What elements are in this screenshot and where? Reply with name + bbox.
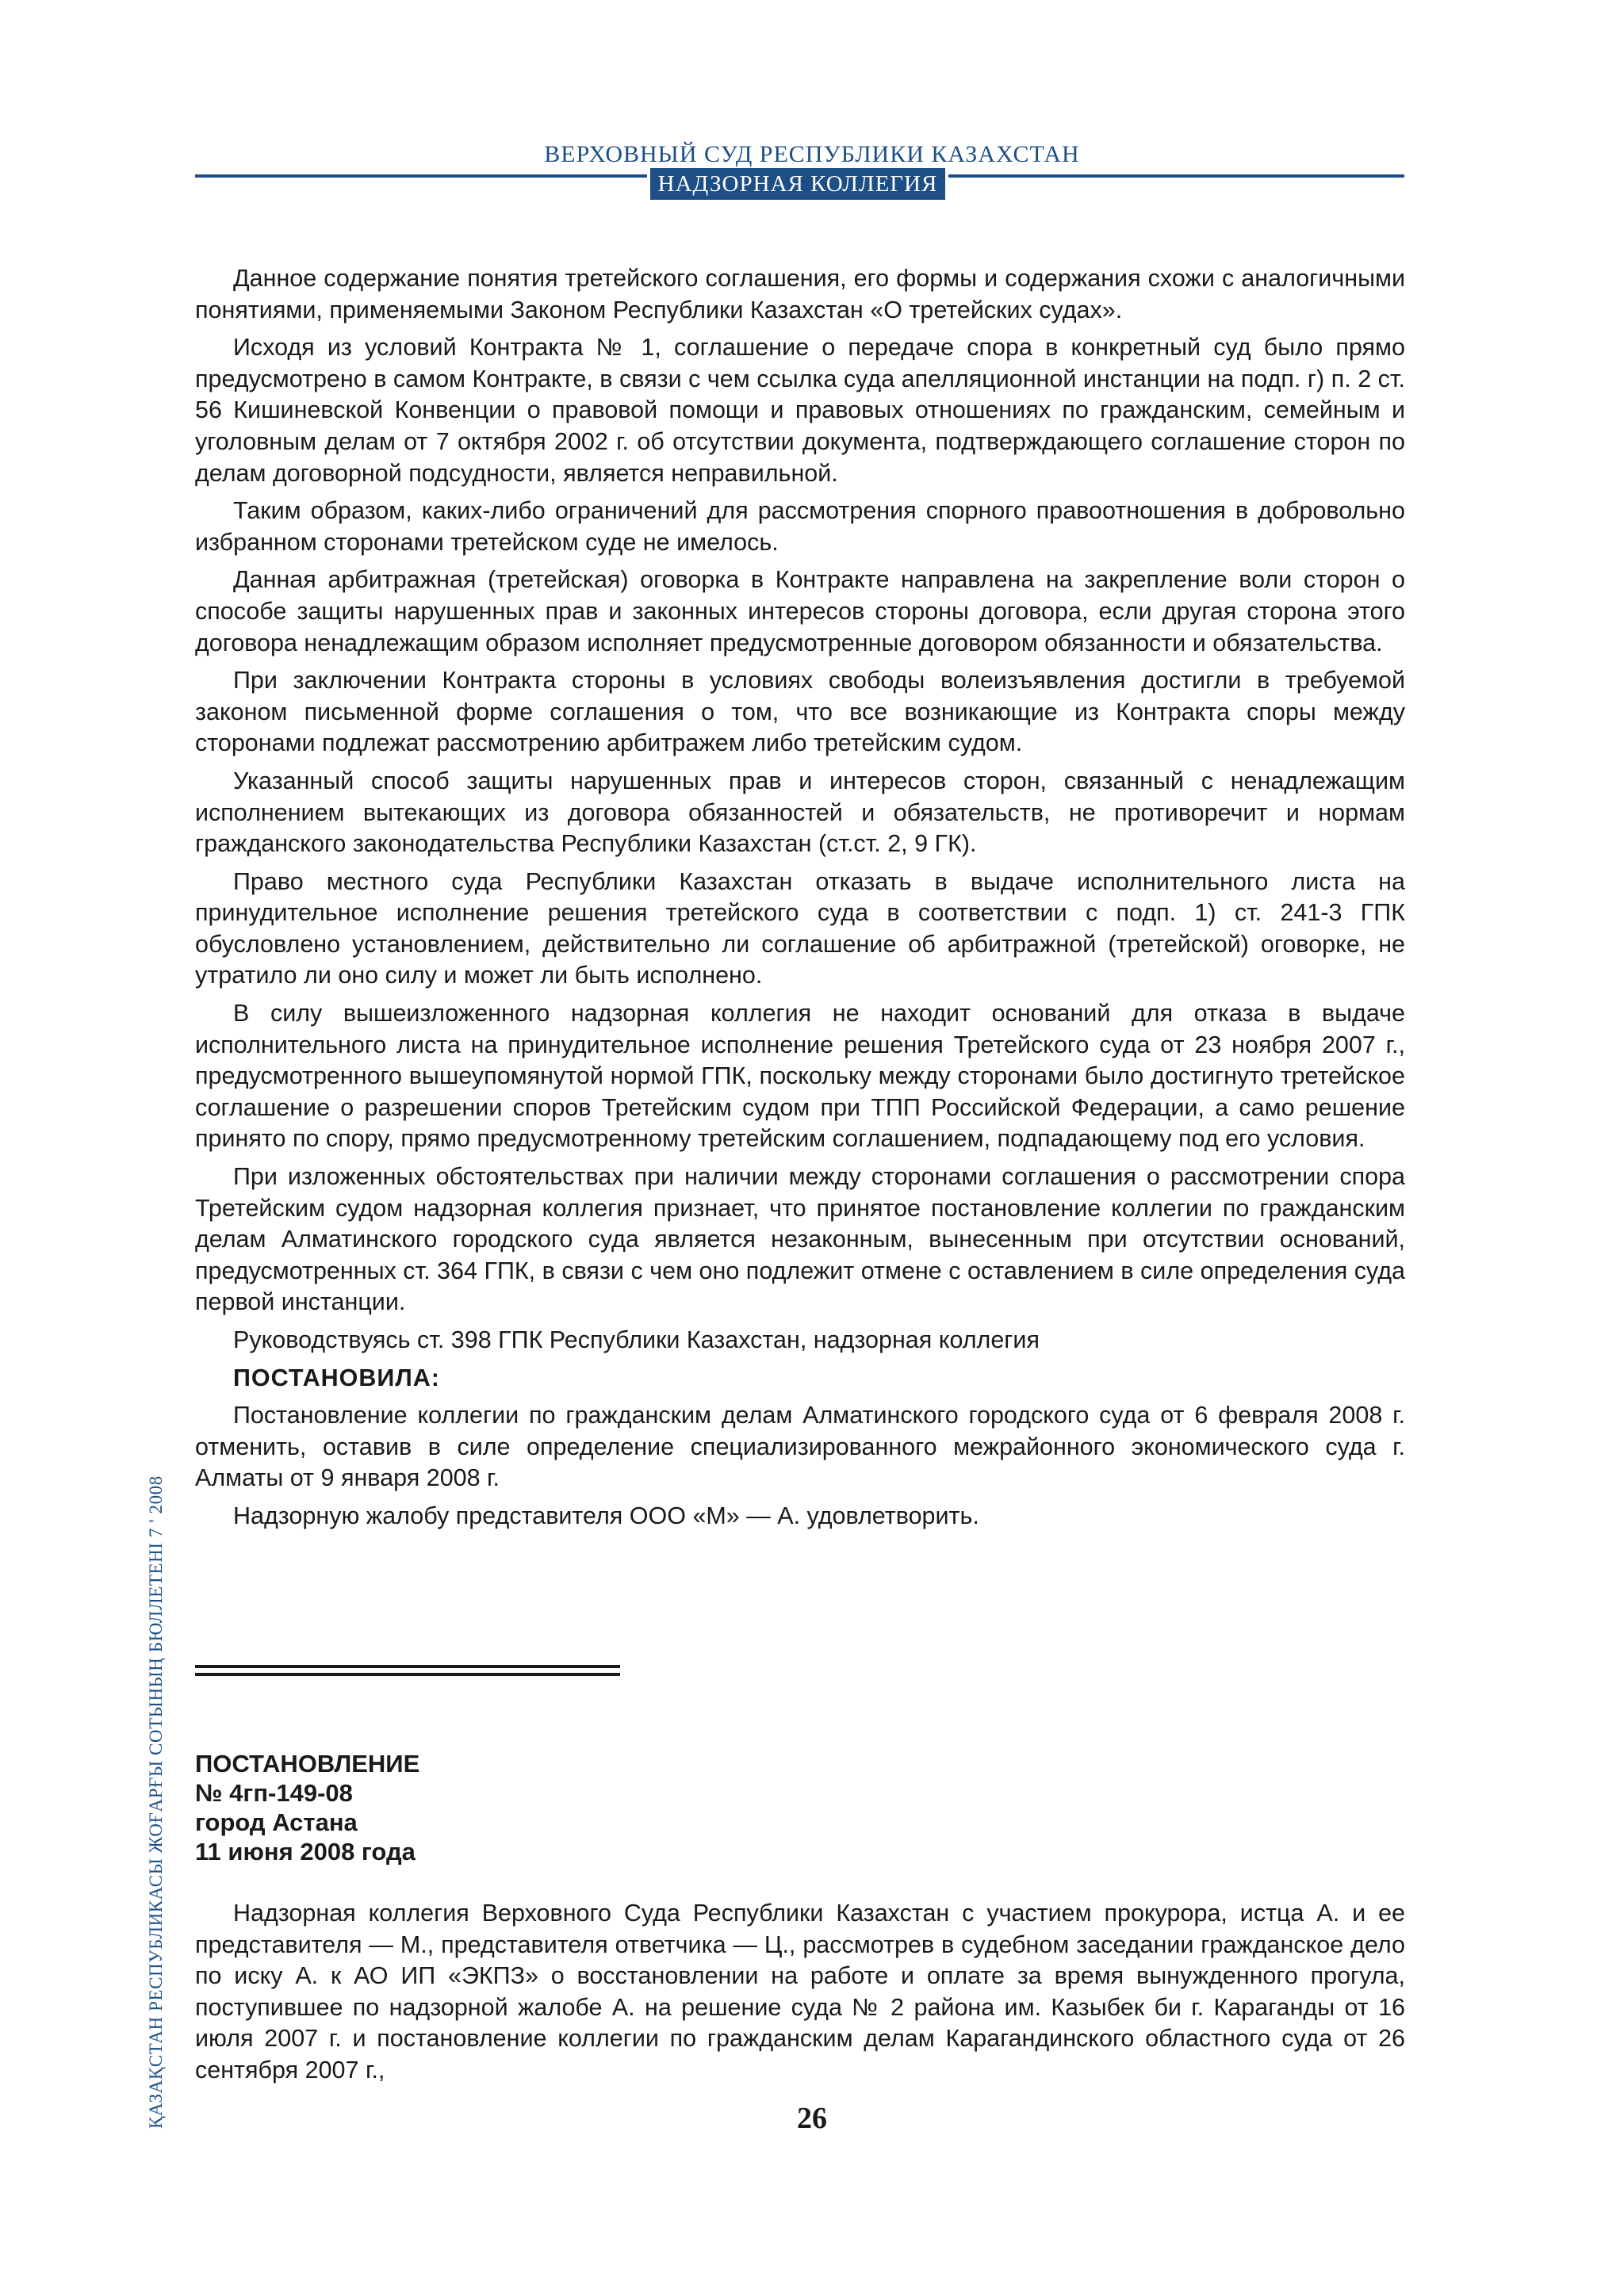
ruling-title: ПОСТАНОВЛЕНИЕ — [195, 1750, 420, 1777]
side-caption: ҚАЗАҚСТАН РЕСПУБЛИКАСЫ ЖОҒАРҒЫ СОТЫНЫҢ БЮЛЛЕТЕНІ 7 ' 2008 — [146, 1475, 166, 2129]
ruling-date: 11 июня 2008 года — [195, 1838, 416, 1866]
paragraph: В силу вышеизложенного надзорная коллегия не находит оснований для отказа в выдаче исполнительного листа на принудительное исполнение решения Третейского суда от 23 ноября 2007 г., предусмотренного вышеупомянутой нормой ГПК, поскольку между сторонами было достигнуто третейское соглашение о разрешении споров Третейским судом при ТПП Российской Федерации, а само решение принято по спору, прямо предусмотренному третейским соглашением, подпадающему под его условия. — [195, 1000, 1405, 1153]
paragraph: При изложенных обстоятельствах при наличии между сторонами соглашения о рассмотрении спора Третейским судом надзорная коллегия признает, что принятое постановление коллегии по гражданским делам Алматинского городского суда является незаконным, вынесенным при отсутствии оснований, предусмотренных ст. 364 ГПК, в связи с чем оно подлежит отмене с оставлением в силе определения суда первой инстанции. — [195, 1163, 1405, 1316]
decision-paragraph: Надзорную жалобу представителя ООО «М» — А. удовлетворить. — [233, 1502, 979, 1529]
section-divider — [195, 1665, 620, 1668]
header-rule-left — [195, 174, 647, 178]
paragraph: Надзорная коллегия Верховного Суда Республики Казахстан с участием прокурора, истца А. и ее представителя — М., представителя ответчика — Ц., рассмотрев в судебном заседании гражданское дело по иску А. к АО ИП «ЭКПЗ» о восстановлении на работе и оплате за время вынужденного прогула, поступившее по надзорной жалобе А. на решение суда № 2 района им. Казыбек би г. Караганды от 16 июля 2007 г. и постановление коллегии по гражданским делам Карагандинского областного суда от 26 сентября 2007 г., — [195, 1900, 1405, 2084]
ruling-city: город Астана — [195, 1808, 358, 1836]
paragraph: При заключении Контракта стороны в условиях свободы волеизъявления достигли в требуемой законом письменной форме соглашения о том, что все возникающие из Контракта споры между сторонами подлежат рассмотрению арбитражем либо третейским судом. — [195, 667, 1405, 757]
ruling-text — [195, 1898, 1405, 2087]
decision-paragraph: Постановление коллегии по гражданским делам Алматинского городского суда от 6 февраля 2008 г. отменить, оставив в силе определение специализированного межрайонного экономического суда г. Алматы от 9 января 2008 г. — [195, 1402, 1405, 1492]
ruling-title-block — [195, 1749, 419, 1866]
paragraph: Данная арбитражная (третейская) оговорка в Контракте направлена на закрепление воли сторон о способе защиты нарушенных прав и законных интересов стороны договора, если другая сторона этого договора ненадлежащим образом исполняет предусмотренные договором обязанности и обязательства. — [195, 566, 1405, 656]
paragraph: Право местного суда Республики Казахстан отказать в выдаче исполнительного листа на принудительное исполнение решения третейского суда в соответствии с подп. 1) ст. 241-3 ГПК обусловлено установлением, действительно ли соглашение об арбитражной (третейской) оговорке, не утратило ли оно силу и может ли быть исполнено. — [195, 867, 1405, 989]
header-rule-right — [948, 174, 1404, 178]
section-badge: НАДЗОРНАЯ КОЛЛЕГИЯ — [650, 168, 945, 200]
journal-title: ВЕРХОВНЫЙ СУД РЕСПУБЛИКИ КАЗАХСТАН — [544, 141, 1080, 167]
page-number: 26 — [797, 2102, 827, 2135]
paragraph: Руководствуясь ст. 398 ГПК Республики Казахстан, надзорная коллегия — [233, 1326, 1040, 1353]
section-divider — [195, 1673, 620, 1676]
main-text — [195, 263, 1405, 1539]
paragraph: Исходя из условий Контракта № 1, соглашение о передаче спора в конкретный суд было прямо предусмотрено в самом Контракте, в связи с чем ссылка суда апелляционной инстанции на подп. г) п. 2 ст. 56 Кишиневской Конвенции о правовой помощи и правовых отношениях по гражданским, семейным и уголовным делам от 7 октября 2002 г. об отсутствии документа, подтверждающего соглашение сторон по делам договорной подсудности, является неправильной. — [195, 334, 1405, 487]
paragraph: Таким образом, каких-либо ограничений для рассмотрения спорного правоотношения в добровольно избранном сторонами третейском суде не имелось. — [195, 497, 1405, 556]
ruling-number: № 4гп-149-08 — [195, 1779, 353, 1807]
paragraph: Указанный способ защиты нарушенных прав и интересов сторон, связанный с ненадлежащим исполнением вытекающих из договора обязанностей и обязательств, не противоречит и нормам гражданского законодательства Республики Казахстан (ст.ст. 2, 9 ГК). — [195, 767, 1405, 858]
paragraph: Данное содержание понятия третейского соглашения, его формы и содержания схожи с аналогичными понятиями, применяемыми Законом Республики Казахстан «О третейских судах». — [195, 265, 1405, 323]
decision-heading: ПОСТАНОВИЛА: — [233, 1364, 440, 1391]
